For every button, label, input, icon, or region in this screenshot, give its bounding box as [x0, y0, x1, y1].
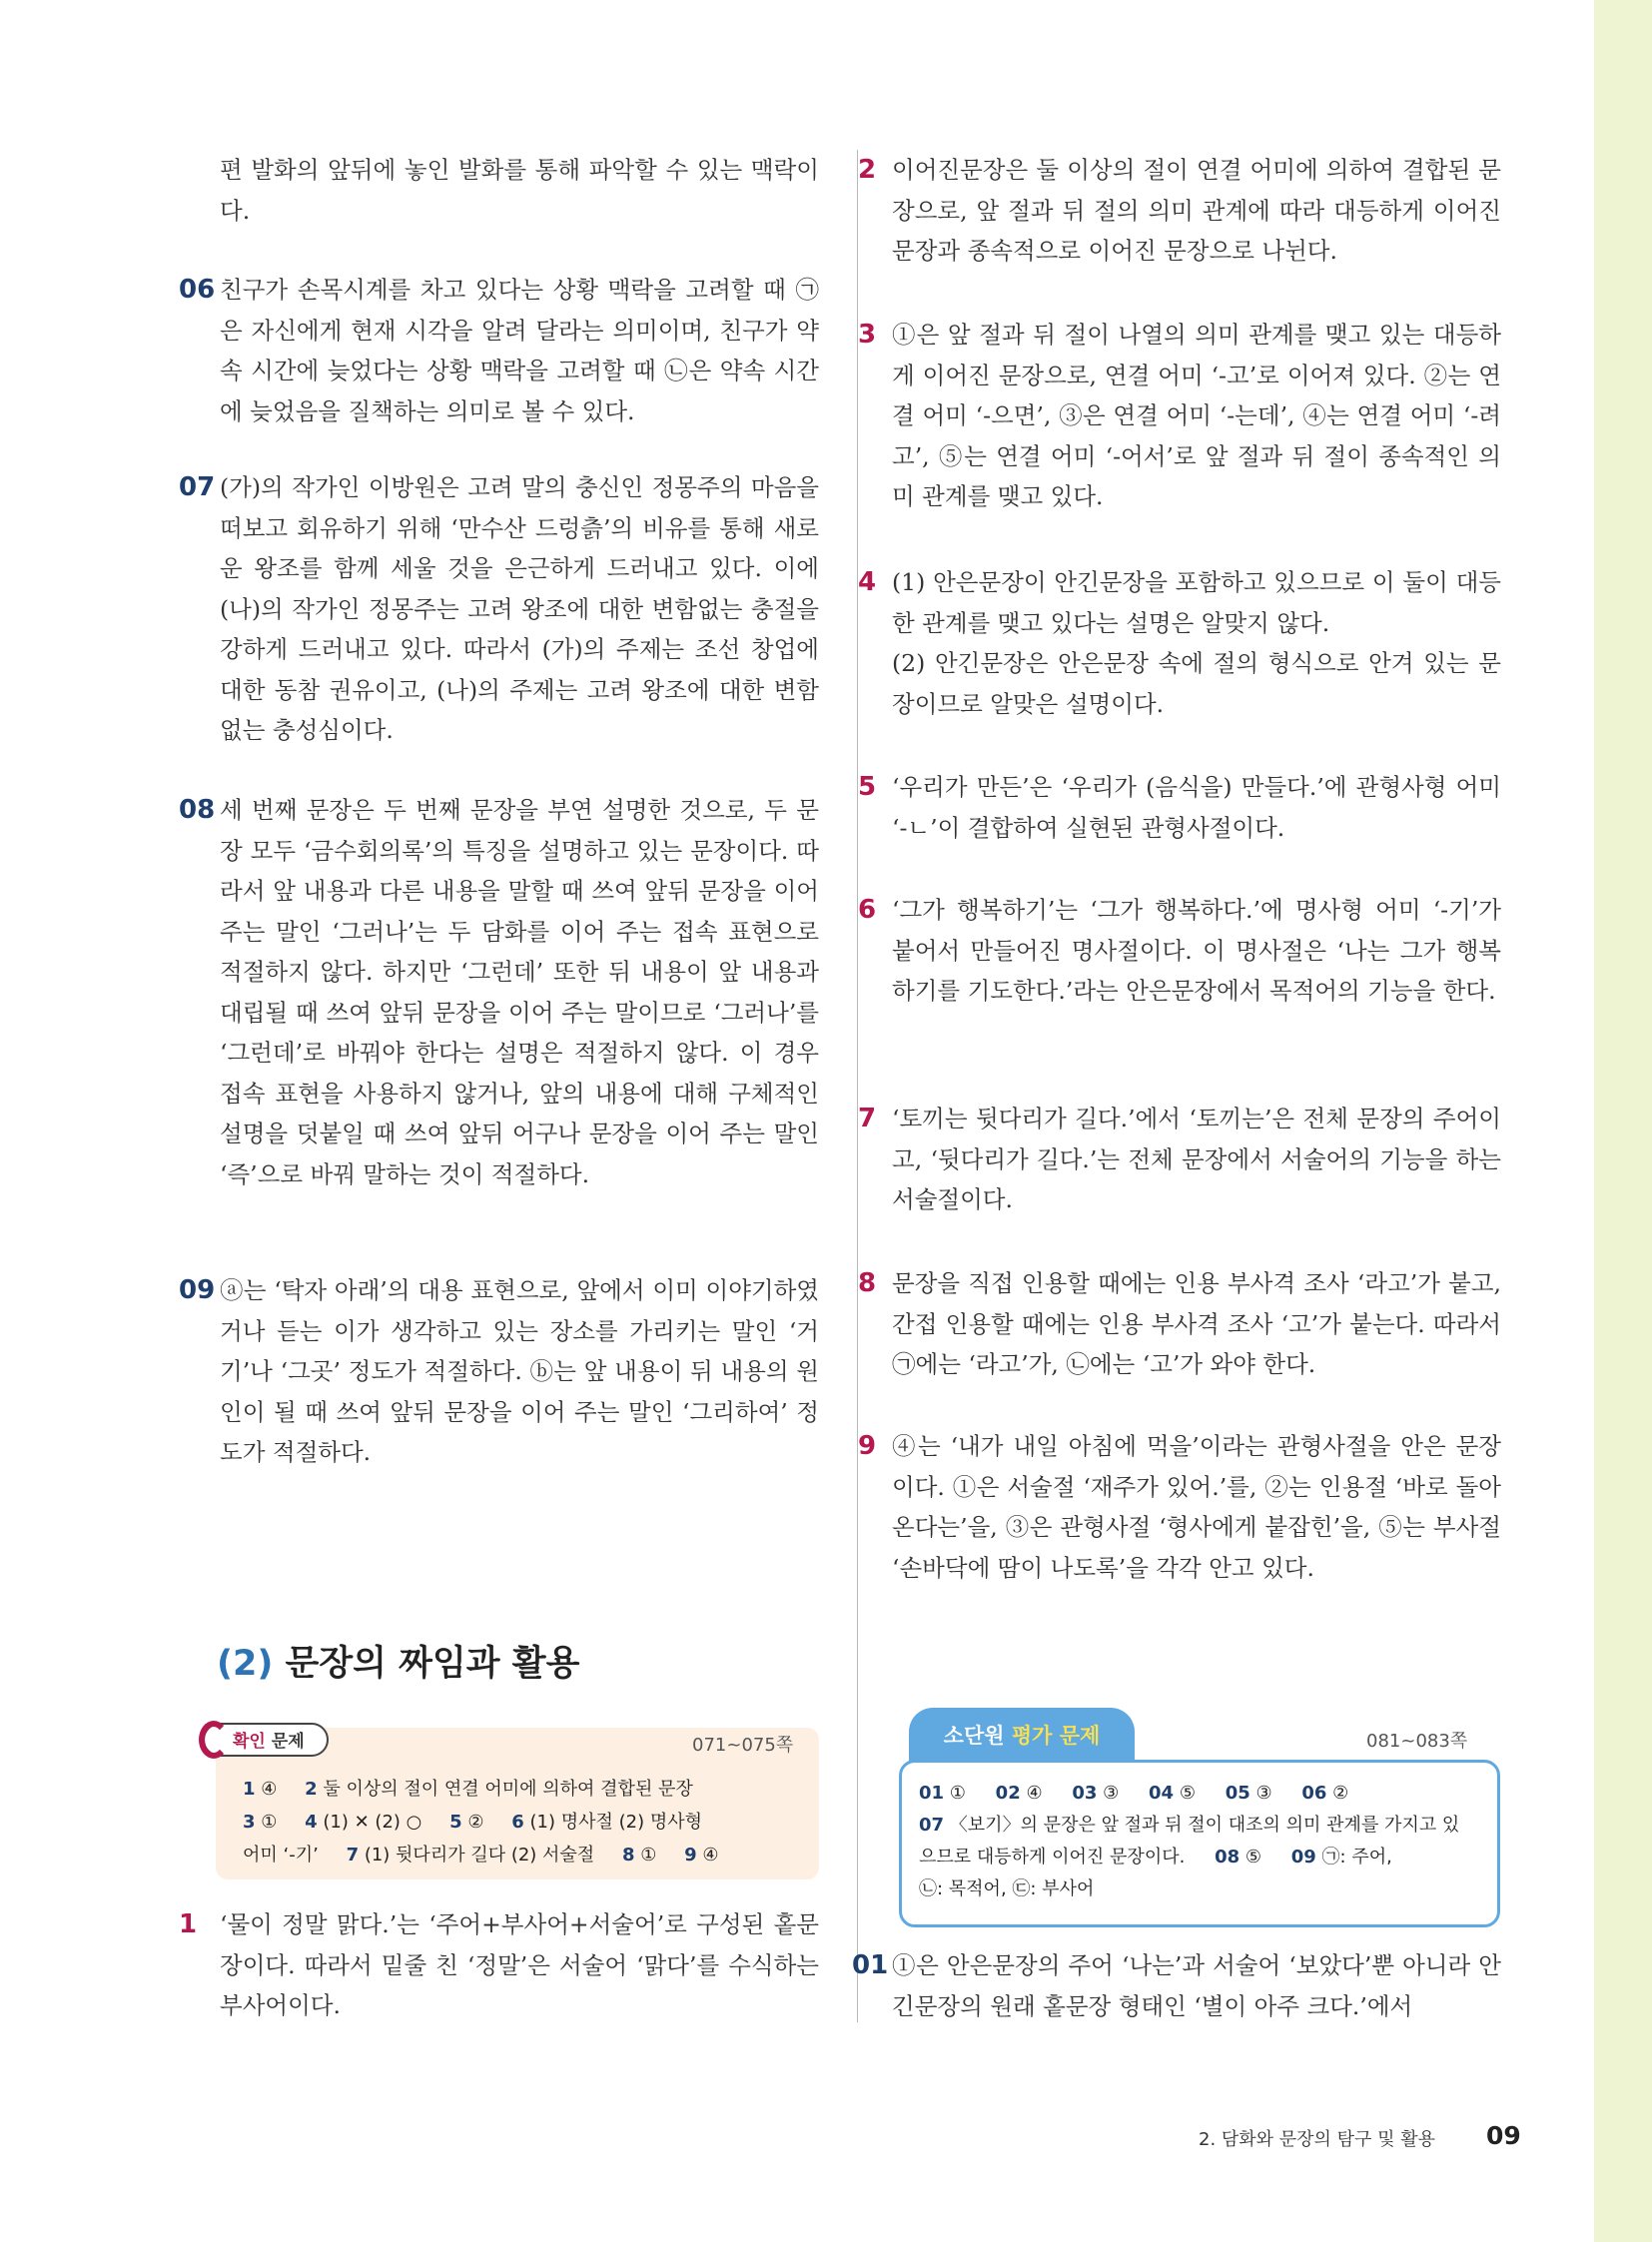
paragraph-text: ④는 ‘내가 내일 아침에 먹을’이라는 관형사절을 안은 문장이다. ①은 서술절 ‘재주가 있어.’를, ②는 인용절 ‘바로 돌아온다는’을, ③은 관형사절 ‘형사에게 붙잡힌’을, ⑤는 부사절 ‘손바닥에 땀이 나도록’을 각각 안고 있다.	[892, 1432, 1501, 1582]
paragraph-text: ①은 앞 절과 뒤 절이 나열의 의미 관계를 맺고 있는 대등하게 이어진 문장으로, 연결 어미 ‘-고’로 이어져 있다. ②는 연결 어미 ‘-으면’, ③은 연결 어미 ‘-는데’, ④는 연결 어미 ‘-려고’, ⑤는 연결 어미 ‘-어서’로 앞 절과 뒤 절이 종속적인 의미 관계를 맺고 있다.	[892, 321, 1501, 510]
question-number: 08	[179, 795, 216, 825]
answer-number: 03	[1072, 1783, 1098, 1804]
question-number: 6	[858, 895, 877, 925]
check-tab-label-a: 확인	[233, 1732, 266, 1752]
answer-09	[179, 1270, 819, 1473]
answer-value: ①	[261, 1812, 278, 1833]
paragraph-text: 편 발화의 앞뒤에 놓인 발화를 통해 파악할 수 있는 맥락이다.	[220, 156, 819, 225]
question-number: 8	[858, 1268, 877, 1298]
answer-9	[858, 1426, 1501, 1588]
paragraph-text: ‘물이 정말 맑다.’는 ‘주어+부사어+서술어’로 구성된 홑문장이다. 따라서 밑줄 친 ‘정말’은 서술어 ‘맑다’를 수식하는 부사어이다.	[220, 1910, 819, 2019]
answer-number: 05	[1225, 1783, 1250, 1804]
eval-row-3	[919, 1842, 1488, 1873]
eval-tab-label-b: 평가 문제	[1011, 1724, 1101, 1748]
paragraph-text: 이어진문장은 둘 이상의 절이 연결 어미에 의하여 결합된 문장으로, 앞 절과 뒤 절의 의미 관계에 따라 대등하게 이어진 문장과 종속적으로 이어진 문장으로 나뉜다.	[892, 156, 1501, 265]
section-title-text: 문장의 짜임과 활용	[285, 1644, 580, 1684]
answer-number: 4	[305, 1812, 318, 1833]
answer-number: 08	[1215, 1847, 1240, 1868]
answer-value: ①	[640, 1845, 657, 1866]
question-number: 1	[179, 1909, 198, 1939]
eval-answer-01	[852, 1945, 1501, 2026]
paragraph-text-2: (2) 안긴문장은 안은문장 속에 절의 형식으로 안겨 있는 문장이므로 알맞은 설명이다.	[892, 649, 1501, 718]
question-number: 2	[858, 155, 877, 185]
answer-7	[858, 1099, 1501, 1220]
answer-number: 6	[511, 1812, 524, 1833]
paragraph-text: 문장을 직접 인용할 때에는 인용 부사격 조사 ‘라고’가 붙고, 간접 인용할 때에는 인용 부사격 조사 ‘고’가 붙는다. 따라서 ㉠에는 ‘라고’가, ㉡에는 ‘고’가 와야 한다.	[892, 1269, 1501, 1378]
question-number: 5	[858, 772, 877, 802]
answer-07	[179, 467, 819, 751]
answer-value: ㉠: 주어,	[1321, 1847, 1392, 1868]
answer-number: 8	[621, 1845, 635, 1866]
answer-number: 2	[305, 1779, 318, 1800]
eval-page-range: 081~083쪽	[1366, 1731, 1468, 1752]
answer-value: 으므로 대등하게 이어진 문장이다.	[919, 1847, 1186, 1868]
answer-value: (1) 명사절 (2) 명사형	[529, 1812, 702, 1833]
question-number: 4	[858, 567, 877, 597]
question-number: 07	[179, 472, 216, 502]
check-page-range: 071~075쪽	[692, 1735, 794, 1756]
paragraph-text: ‘토끼는 뒷다리가 길다.’에서 ‘토끼는’은 전체 문장의 주어이고, ‘뒷다리가 길다.’는 전체 문장에서 서술어의 기능을 하는 서술절이다.	[892, 1105, 1501, 1213]
section-number: (2)	[217, 1644, 274, 1684]
answer-value: ①	[949, 1783, 966, 1804]
paragraph-text: ‘우리가 만든’은 ‘우리가 (음식을) 만들다.’에 관형사형 어미 ‘-ㄴ’이 결합하여 실현된 관형사절이다.	[892, 773, 1501, 842]
eval-row-2	[919, 1810, 1488, 1842]
paragraph-text: ⓐ는 ‘탁자 아래’의 대용 표현으로, 앞에서 이미 이야기하였거나 듣는 이가 생각하고 있는 장소를 가리키는 말인 ‘거기’나 ‘그곳’ 정도가 적절하다. ⓑ는 앞 내용이 뒤 내용의 원인이 될 때 쓰여 앞뒤 문장을 이어 주는 말인 ‘그리하여’ 정도가 적절하다.	[220, 1276, 819, 1466]
answer-number: 02	[995, 1783, 1021, 1804]
chapter-footer: 2. 담화와 문장의 탐구 및 활용	[1199, 2129, 1436, 2150]
check-answer-1	[179, 1904, 819, 2026]
answer-number: 09	[1290, 1847, 1316, 1868]
check-problems-tab	[203, 1723, 329, 1757]
answer-08	[179, 790, 819, 1194]
answer-number: 7	[346, 1845, 360, 1866]
question-number: 01	[852, 1950, 889, 1980]
check-tab-label-b: 문제	[271, 1732, 305, 1752]
check-answer-lines	[243, 1773, 812, 1871]
answer-number: 5	[449, 1812, 462, 1833]
page-number: 09	[1486, 2121, 1521, 2150]
question-number: 3	[858, 320, 877, 350]
answer-number: 06	[1301, 1783, 1327, 1804]
answer-06	[179, 270, 819, 431]
eval-row-1	[919, 1778, 1488, 1810]
answer-value: ④	[1026, 1783, 1043, 1804]
answer-4	[858, 562, 1501, 724]
answer-8	[858, 1263, 1501, 1385]
answer-value: ③	[1103, 1783, 1120, 1804]
answer-value: (1) ✕ (2) ○	[323, 1812, 422, 1833]
c-bracket-icon	[199, 1721, 229, 1759]
answer-value: ⑤	[1244, 1847, 1261, 1868]
answer-3	[858, 315, 1501, 517]
paragraph-text: ①은 안은문장의 주어 ‘나는’과 서술어 ‘보았다’뿐 아니라 안긴문장의 원래 홑문장 형태인 ‘별이 아주 크다.’에서	[892, 1951, 1501, 2020]
answer-number: 07	[919, 1815, 945, 1836]
answer-value: ③	[1255, 1783, 1272, 1804]
answer-2	[858, 150, 1501, 272]
answer-value: ④	[261, 1779, 278, 1800]
check-line-2	[243, 1806, 812, 1839]
paragraph-text: ‘그가 행복하기’는 ‘그가 행복하다.’에 명사형 어미 ‘-기’가 붙어서 만들어진 명사절이다. 이 명사절은 ‘나는 그가 행복하기를 기도한다.’라는 안은문장에서 목적어의 기능을 한다.	[892, 896, 1501, 1005]
check-line-3	[243, 1839, 812, 1871]
section-title	[217, 1636, 579, 1686]
question-number: 06	[179, 275, 216, 305]
paragraph-text: (가)의 작가인 이방원은 고려 말의 충신인 정몽주의 마음을 떠보고 회유하기 위해 ‘만수산 드렁츩’의 비유를 통해 새로운 왕조를 함께 세울 것을 은근하게 드러내고 있다. 이에 (나)의 작가인 정몽주는 고려 왕조에 대한 변함없는 충절을 강하게 드러내고 있다. 따라서 (가)의 주제는 조선 창업에 대한 동참 권유이고, (나)의 주제는 고려 왕조에 대한 변함없는 충성심이다.	[220, 473, 819, 744]
eval-tab-label-a: 소단원	[943, 1724, 1005, 1748]
eval-answer-lines	[919, 1778, 1488, 1905]
answer-value: 〈보기〉의 문장은 앞 절과 뒤 절이 대조의 의미 관계를 가지고 있	[949, 1815, 1460, 1836]
answer-value: (1) 뒷다리가 길다 (2) 서술절	[364, 1845, 595, 1866]
answer-value: ②	[1332, 1783, 1349, 1804]
side-color-strip	[1594, 0, 1652, 2242]
answer-value: ㉡: 목적어, ㉢: 부사어	[919, 1878, 1095, 1899]
answer-value: ④	[702, 1845, 719, 1866]
answer-value: 둘 이상의 절이 연결 어미에 의하여 결합된 문장	[323, 1779, 693, 1800]
answer-value: ⑤	[1179, 1783, 1196, 1804]
answer-value: 어미 ‘-기’	[243, 1845, 319, 1866]
column-divider	[857, 150, 858, 2022]
paragraph-text: (1) 안은문장이 안긴문장을 포함하고 있으므로 이 둘이 대등한 관계를 맺고 있다는 설명은 알맞지 않다.	[892, 568, 1501, 637]
eval-row-4	[919, 1873, 1488, 1905]
answer-5	[858, 767, 1501, 848]
answer-number: 9	[684, 1845, 697, 1866]
question-number: 09	[179, 1275, 216, 1305]
answer-number: 1	[243, 1779, 256, 1800]
question-number: 9	[858, 1431, 877, 1461]
answer-value: ②	[467, 1812, 484, 1833]
question-number: 7	[858, 1104, 877, 1133]
answer-number: 01	[919, 1783, 945, 1804]
paragraph-text: 친구가 손목시계를 차고 있다는 상황 맥락을 고려할 때 ㉠은 자신에게 현재 시각을 알려 달라는 의미이며, 친구가 약속 시간에 늦었다는 상황 맥락을 고려할 때 ㉡은 약속 시간에 늦었음을 질책하는 의미로 볼 수 있다.	[220, 276, 819, 425]
paragraph-text: 세 번째 문장은 두 번째 문장을 부연 설명한 것으로, 두 문장 모두 ‘금수회의록’의 특징을 설명하고 있는 문장이다. 따라서 앞 내용과 다른 내용을 말할 때 쓰여 앞뒤 문장을 이어 주는 말인 ‘그러나’는 두 담화를 이어 주는 접속 표현으로 적절하지 않다. 하지만 ‘그런데’ 또한 뒤 내용이 앞 내용과 대립될 때 쓰여 앞뒤 문장을 이어 주는 말이므로 ‘그러나’를 ‘그런데’로 바꿔야 한다는 설명은 적절하지 않다. 이 경우 접속 표현을 사용하지 않거나, 앞의 내용에 대해 구체적인 설명을 덧붙일 때 쓰여 앞뒤 어구나 문장을 이어 주는 말인 ‘즉’으로 바꿔 말하는 것이 적절하다.	[220, 796, 819, 1188]
answer-number: 04	[1149, 1783, 1175, 1804]
answer-number: 3	[243, 1812, 256, 1833]
check-line-1	[243, 1773, 812, 1806]
unit-evaluation-tab	[909, 1708, 1135, 1764]
answer-05-continued	[220, 150, 819, 231]
answer-6	[858, 890, 1501, 1012]
